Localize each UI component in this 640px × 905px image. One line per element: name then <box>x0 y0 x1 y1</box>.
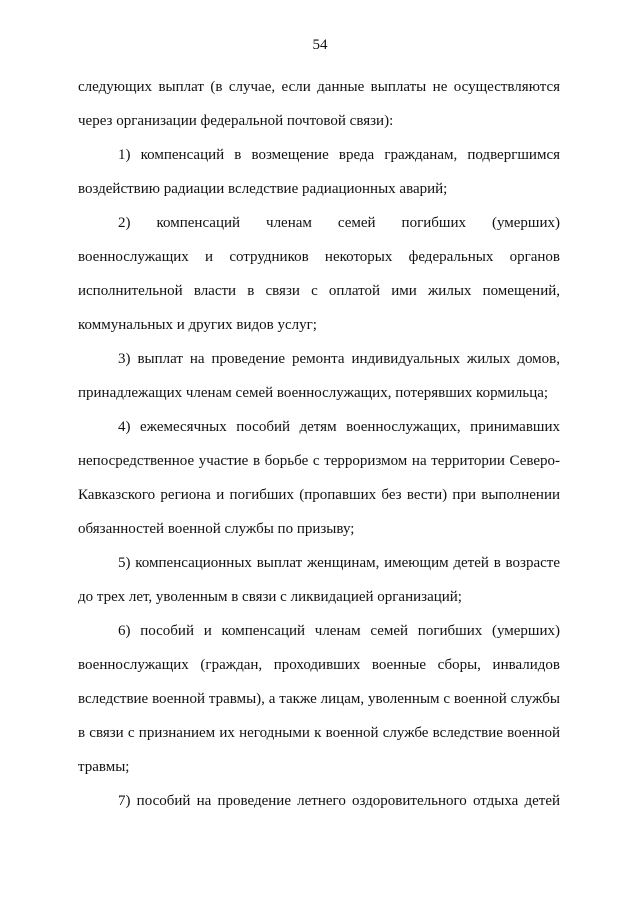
paragraph-item-5: 5) компенсационных выплат женщинам, имеющим детей в возрасте до трех лет, уволенным в связи с ликвидацией организаций; <box>78 555 560 605</box>
paragraph-item-3: 3) выплат на проведение ремонта индивидуальных жилых домов, принадлежащих членам семей военнослужащих, потерявших кормильца; <box>78 351 560 401</box>
paragraph-item-7: 7) пособий на проведение летнего оздоровительного отдыха детей <box>118 793 560 809</box>
paragraph-continuation: следующих выплат (в случае, если данные выплаты не осуществляются через организации федеральной почтовой связи): <box>78 79 560 129</box>
page-number: 54 <box>312 37 328 53</box>
document-body <box>78 70 560 818</box>
paragraph-item-2: 2) компенсаций членам семей погибших (умерших) военнослужащих и сотрудников некоторых федеральных органов исполнительной власти в связи с оплатой ими жилых помещений, коммунальных и других видов услуг; <box>78 215 560 333</box>
paragraph-item-1: 1) компенсаций в возмещение вреда гражданам, подвергшимся воздействию радиации вследствие радиационных аварий; <box>78 147 560 197</box>
paragraph-item-6: 6) пособий и компенсаций членам семей погибших (умерших) военнослужащих (граждан, проходивших военные сборы, инвалидов вследствие военной травмы), а также лицам, уволенным с военной службы в связи с признанием их негодными к военной службе вследствие военной травмы; <box>78 623 560 775</box>
paragraph-item-4: 4) ежемесячных пособий детям военнослужащих, принимавших непосредственное участие в борьбе с терроризмом на территории Северо-Кавказского региона и погибших (пропавших без вести) при выполнении обязанностей военной службы по призыву; <box>78 419 560 537</box>
